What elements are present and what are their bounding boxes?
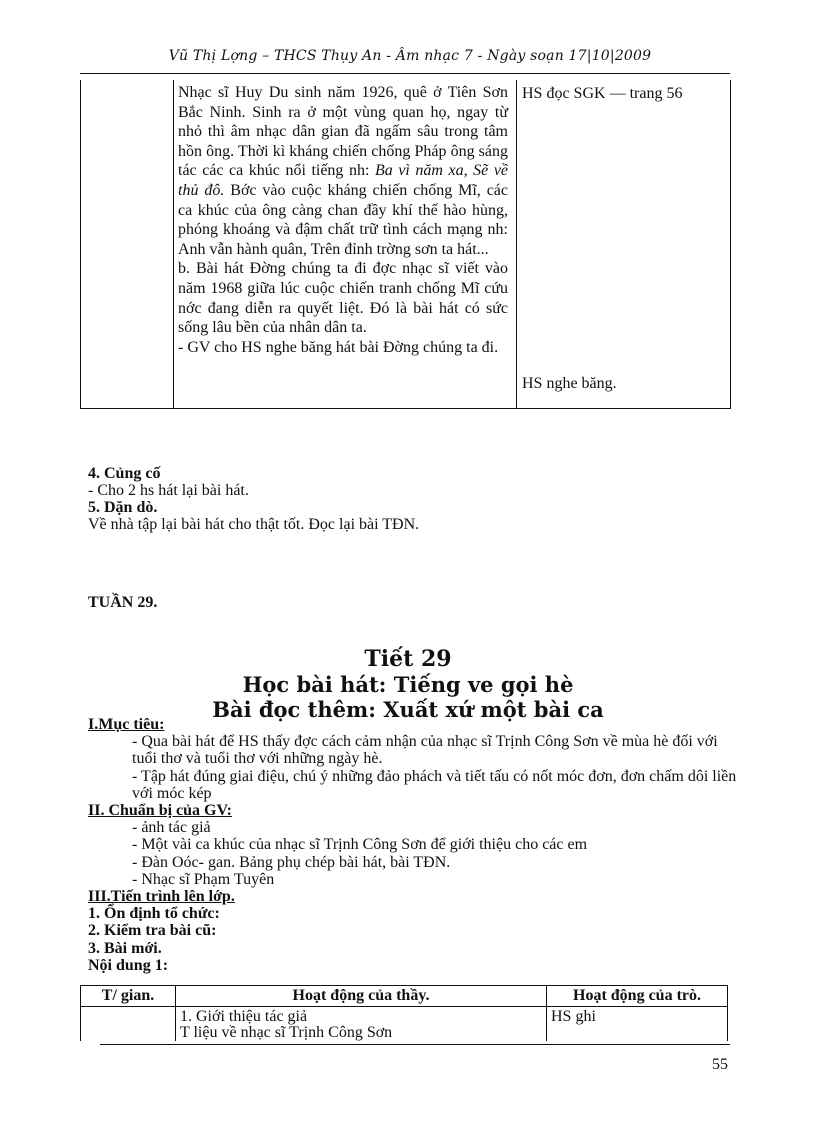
paragraph: b. Bài hát Đờng chúng ta đi đợc nhạc sĩ viết vào năm 1968 giữa lúc cuộc chiến tranh chống Mĩ cứu nớc đang diễn ra quyết liệt. Đó là bài hát có sức sống lâu bền của nhân dân ta. xyxy=(178,260,508,337)
paragraph-text: Bớc vào cuộc kháng chiến chống Mĩ, các ca khúc của ông càng chan đầy khí thế hào hùng, phóng khoáng và đậm chất trữ tình cách mạng nh: Anh vẫn hành quân, Trên đỉnh trờng sơn ta hát... xyxy=(178,181,509,258)
song-titles: Ba vì năm xa, Sẽ về thủ đô. xyxy=(178,162,509,199)
paragraph: - GV cho HS nghe băng hát bài Đờng chúng ta đi. xyxy=(178,338,499,356)
student-activity-2: HS nghe băng. xyxy=(522,375,617,392)
section-text: Về nhà tập lại bài hát cho thật tốt. Đọc lại bài TĐN. xyxy=(88,516,420,533)
cell-line: T liệu về nhạc sĩ Trịnh Công Sơn xyxy=(180,1024,393,1041)
header-time: T/ gian. xyxy=(81,986,176,1007)
procedure-step: 1. Ổn định tổ chức: xyxy=(88,905,220,923)
objective-item: - Qua bài hát để HS thấy đợc cách cảm nhận của nhạc sĩ Trịnh Công Sơn về mùa hè đối với tuổi thơ và tuổi thơ với những ngày hè. xyxy=(132,733,718,768)
cell-teacher xyxy=(176,1007,547,1041)
footer-rule xyxy=(100,1044,730,1045)
page-number: 55 xyxy=(712,1056,728,1073)
lesson-subtitle: Bài đọc thêm: Xuất xứ một bài ca xyxy=(212,697,604,722)
lesson-number: Tiết 29 xyxy=(364,646,452,672)
objective-item: - Tập hát đúng giai điệu, chú ý những đảo phách và tiết tấu có nốt móc đơn, đơn chấm dôi liền với móc kép xyxy=(132,767,737,802)
cell-time xyxy=(81,1007,176,1041)
preparation-item: - ảnh tác giả xyxy=(132,819,211,837)
week-label: TUẦN 29. xyxy=(88,594,158,611)
table-divider xyxy=(516,80,517,408)
lesson-title: Học bài hát: Tiếng ve gọi hè xyxy=(242,672,574,697)
preparation-item: - Nhạc sĩ Phạm Tuyên xyxy=(132,870,275,888)
section-heading: 5. Dặn dò. xyxy=(88,499,158,516)
activity-table xyxy=(80,985,728,1041)
header-student: Hoạt động của trò. xyxy=(547,986,727,1007)
section-heading: 4. Củng cố xyxy=(88,465,161,482)
table-row xyxy=(81,1007,727,1041)
procedure-step: 2. Kiểm tra bài cũ: xyxy=(88,922,217,940)
lesson-body xyxy=(88,716,738,974)
table-divider xyxy=(173,80,174,408)
procedure-step: 3. Bài mới. xyxy=(88,939,162,957)
paragraph-text: Nhạc sĩ Huy Du sinh năm 1926, quê ở Tiên Sơn Bắc Ninh. Sinh ra ở một vùng quan họ, ngay từ nhỏ thì âm nhạc dân gian đã ngấm sâu trong tâm hồn ông. Thời kì kháng chiến chống Pháp ông sáng tác các ca khúc nổi tiếng nh: xyxy=(178,84,508,180)
paragraph xyxy=(178,83,508,259)
preparation-item: - Một vài ca khúc của nhạc sĩ Trịnh Công Sơn để giới thiệu cho các em xyxy=(132,836,588,854)
student-activity-1: HS đọc SGK — trang 56 xyxy=(522,85,683,102)
table-header-row xyxy=(81,986,727,1007)
content-label: Nội dung 1: xyxy=(88,956,169,974)
header-teacher: Hoạt động của thầy. xyxy=(176,986,547,1007)
procedure-heading: III.Tiến trình lên lớp. xyxy=(88,888,235,906)
cell-line: 1. Giới thiệu tác giả xyxy=(180,1008,308,1025)
consolidation-section xyxy=(88,465,419,533)
header-rule xyxy=(80,73,730,74)
cell-student: HS ghi xyxy=(551,1008,596,1025)
page-header: Vũ Thị Lợng – THCS Thụy An - Âm nhạc 7 - Ngày soạn 17|10|2009 xyxy=(168,48,652,64)
teacher-activity-cell xyxy=(178,83,508,357)
lesson-table-continued xyxy=(80,80,731,409)
preparation-item: - Đàn Oóc- gan. Bảng phụ chép bài hát, bài TĐN. xyxy=(132,853,451,871)
section-text: - Cho 2 hs hát lại bài hát. xyxy=(88,482,249,499)
objectives-heading: I.Mục tiêu: xyxy=(88,716,165,733)
preparation-heading: II. Chuẩn bị của GV: xyxy=(88,802,232,820)
